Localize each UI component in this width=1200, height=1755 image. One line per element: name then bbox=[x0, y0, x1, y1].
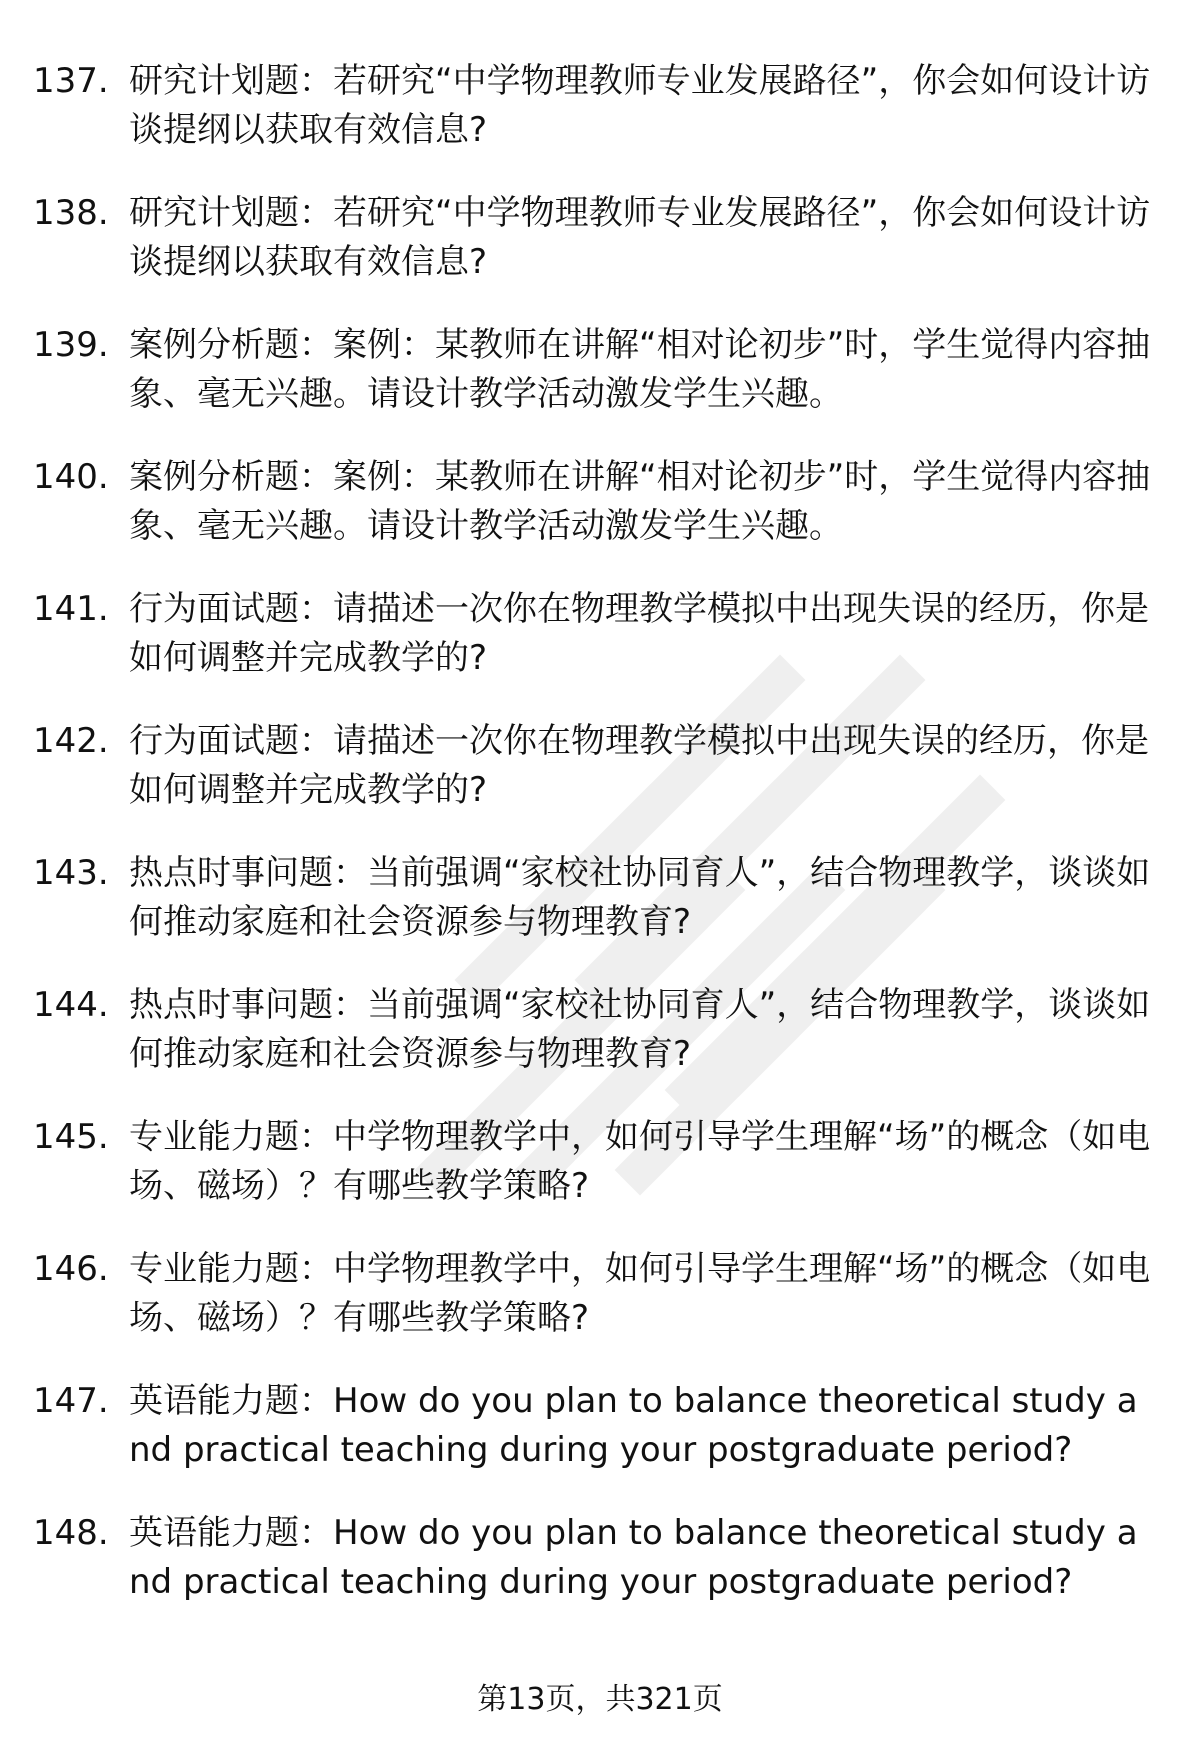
question-item bbox=[33, 453, 1153, 551]
page-footer: 第13页，共321页 bbox=[477, 1682, 723, 1717]
question-item bbox=[33, 321, 1153, 419]
question-text: 英语能力题：How do you plan to balance theoretical study and practical teaching during your postgraduate period? bbox=[129, 1381, 1138, 1470]
question-number: 137. bbox=[33, 61, 109, 101]
question-item bbox=[33, 981, 1153, 1079]
question-number: 141. bbox=[33, 589, 109, 629]
question-text: 研究计划题：若研究“中学物理教师专业发展路径”，你会如何设计访谈提纲以获取有效信息? bbox=[129, 193, 1151, 282]
question-item bbox=[33, 585, 1153, 683]
question-number: 146. bbox=[33, 1249, 109, 1289]
question-item bbox=[33, 1113, 1153, 1211]
question-text: 热点时事问题：当前强调“家校社协同育人”，结合物理教学，谈谈如何推动家庭和社会资源参与物理教育? bbox=[129, 985, 1151, 1074]
question-text: 专业能力题：中学物理教学中，如何引导学生理解“场”的概念（如电场、磁场）？有哪些教学策略? bbox=[129, 1249, 1151, 1338]
question-item bbox=[33, 57, 1153, 155]
question-text: 英语能力题：How do you plan to balance theoretical study and practical teaching during your postgraduate period? bbox=[129, 1513, 1138, 1602]
question-number: 139. bbox=[33, 325, 109, 365]
question-text: 案例分析题：案例：某教师在讲解“相对论初步”时，学生觉得内容抽象、毫无兴趣。请设计教学活动激发学生兴趣。 bbox=[129, 325, 1151, 414]
question-text: 专业能力题：中学物理教学中，如何引导学生理解“场”的概念（如电场、磁场）？有哪些教学策略? bbox=[129, 1117, 1151, 1206]
question-text: 行为面试题：请描述一次你在物理教学模拟中出现失误的经历，你是如何调整并完成教学的? bbox=[129, 721, 1149, 810]
question-text: 行为面试题：请描述一次你在物理教学模拟中出现失误的经历，你是如何调整并完成教学的? bbox=[129, 589, 1149, 678]
question-list bbox=[33, 57, 1153, 1641]
question-number: 144. bbox=[33, 985, 109, 1025]
question-text: 热点时事问题：当前强调“家校社协同育人”，结合物理教学，谈谈如何推动家庭和社会资源参与物理教育? bbox=[129, 853, 1151, 942]
question-number: 140. bbox=[33, 457, 109, 497]
question-item bbox=[33, 717, 1153, 815]
question-text: 研究计划题：若研究“中学物理教师专业发展路径”，你会如何设计访谈提纲以获取有效信息? bbox=[129, 61, 1151, 150]
question-number: 142. bbox=[33, 721, 109, 761]
question-item bbox=[33, 1245, 1153, 1343]
question-item bbox=[33, 849, 1153, 947]
question-item bbox=[33, 1509, 1153, 1607]
question-number: 145. bbox=[33, 1117, 109, 1157]
question-number: 143. bbox=[33, 853, 109, 893]
question-text: 案例分析题：案例：某教师在讲解“相对论初步”时，学生觉得内容抽象、毫无兴趣。请设计教学活动激发学生兴趣。 bbox=[129, 457, 1151, 546]
question-item bbox=[33, 189, 1153, 287]
question-number: 148. bbox=[33, 1513, 109, 1553]
question-item bbox=[33, 1377, 1153, 1475]
question-number: 138. bbox=[33, 193, 109, 233]
question-number: 147. bbox=[33, 1381, 109, 1421]
